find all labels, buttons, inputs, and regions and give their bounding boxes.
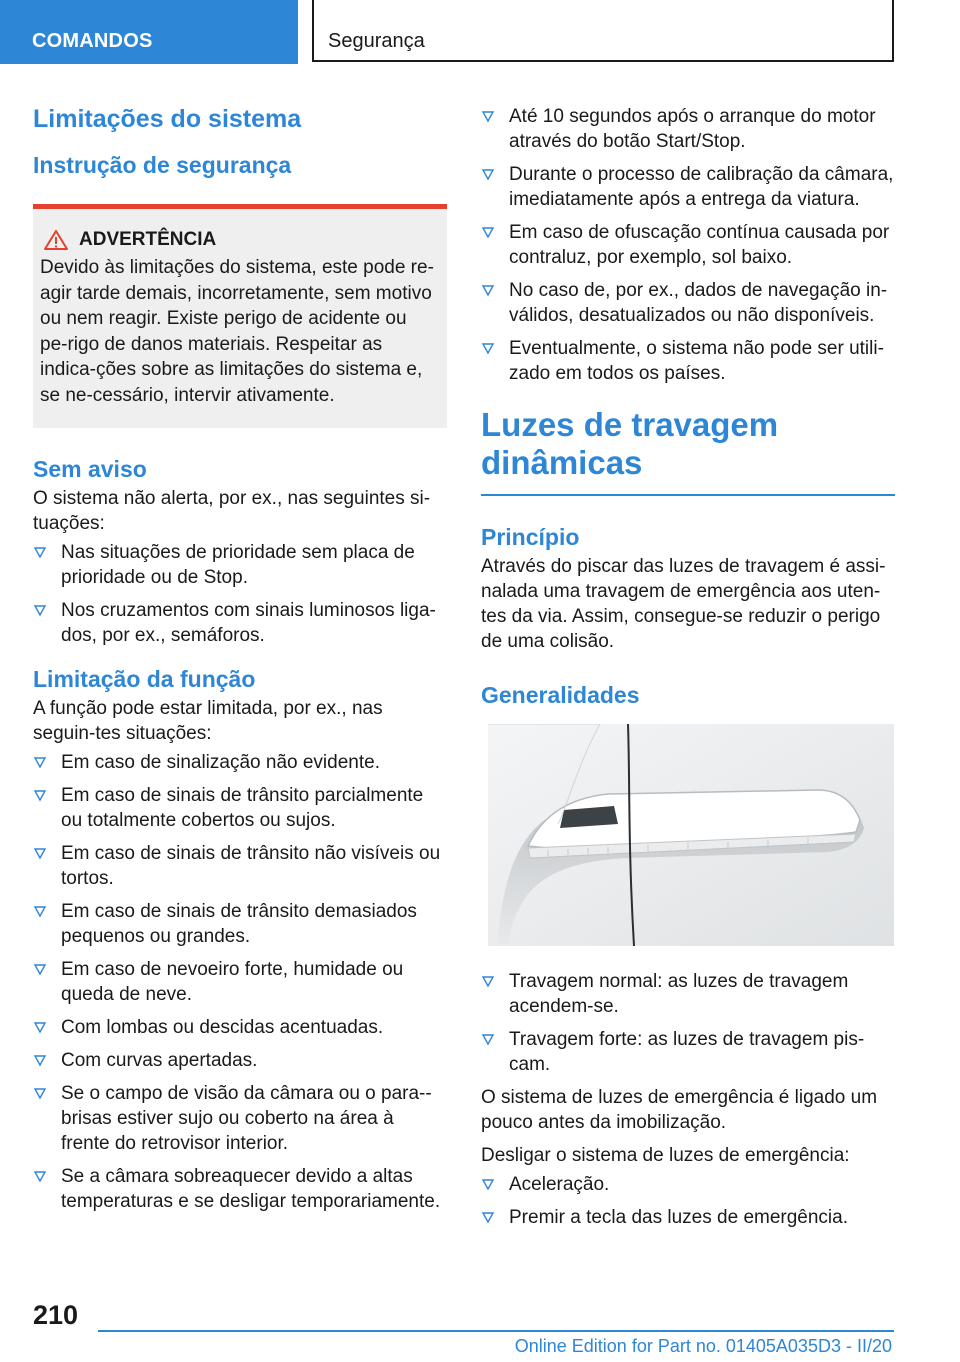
brake-light-image bbox=[488, 724, 894, 946]
list-item: Se o campo de visão da câmara ou o para--brisas estiver sujo ou coberto na área à frente do retrovisor interior. bbox=[33, 1081, 447, 1156]
list-item: Durante o processo de calibração da câmara, imediatamente após a entrega da viatura. bbox=[481, 162, 895, 212]
bullet-triangle-icon bbox=[481, 1175, 495, 1193]
bullet-triangle-icon bbox=[33, 753, 47, 771]
list-item: Nas situações de prioridade sem placa de prioridade ou de Stop. bbox=[33, 540, 447, 590]
bullet-triangle-icon bbox=[33, 601, 47, 619]
bullet-triangle-icon bbox=[481, 281, 495, 299]
bullet-triangle-icon bbox=[33, 844, 47, 862]
list-item: Nos cruzamentos com sinais luminosos liga-dos, por ex., semáforos. bbox=[33, 598, 447, 648]
warning-header bbox=[43, 229, 439, 251]
edition-text: Online Edition for Part no. 01405A035D3 - II/20 bbox=[514, 1336, 892, 1356]
list-item: Em caso de sinalização não evidente. bbox=[33, 750, 447, 775]
warning-label: ADVERTÊNCIA bbox=[79, 229, 217, 250]
section-header bbox=[312, 0, 894, 62]
bullet-triangle-icon bbox=[33, 1051, 47, 1069]
list-item: Se a câmara sobreaquecer devido a altas temperaturas e se desligar temporariamente. bbox=[33, 1164, 447, 1214]
footer-divider bbox=[98, 1330, 894, 1332]
chapter-label: COMANDOS bbox=[32, 30, 153, 52]
general-text-2: Desligar o sistema de luzes de emergência: bbox=[481, 1145, 850, 1166]
warning-text: Devido às limitações do sistema, este pode re-agir tarde demais, incorretamente, sem motivo ou nem reagir. Existe perigo de acidente ou pe-rigo de danos materiais. Respeitar as indica-ções sobre as limitações do sistema e, se ne-cessário, intervir ativamente. bbox=[40, 257, 434, 406]
bullet-triangle-icon bbox=[33, 960, 47, 978]
bullet-triangle-icon bbox=[33, 543, 47, 561]
list-item: Em caso de ofuscação contínua causada por contraluz, por exemplo, sol baixo. bbox=[481, 220, 895, 270]
list-item: Com lombas ou descidas acentuadas. bbox=[33, 1015, 447, 1040]
list-item: Premir a tecla das luzes de emergência. bbox=[481, 1205, 895, 1230]
function-limit-heading: Limitação da função bbox=[33, 666, 256, 692]
no-warning-heading: Sem aviso bbox=[33, 456, 147, 482]
bullet-triangle-icon bbox=[481, 165, 495, 183]
warning-triangle-icon bbox=[43, 229, 69, 251]
list-item: No caso de, por ex., dados de navegação in-válidos, desatualizados ou não disponíveis. bbox=[481, 278, 895, 328]
list-item: Com curvas apertadas. bbox=[33, 1048, 447, 1073]
bullet-triangle-icon bbox=[33, 902, 47, 920]
list-item: Em caso de nevoeiro forte, humidade ou queda de neve. bbox=[33, 957, 447, 1007]
section-subtitle: Instrução de segurança bbox=[33, 152, 292, 178]
no-warning-intro: O sistema não alerta, por ex., nas seguintes si-tuações: bbox=[33, 488, 431, 534]
left-column bbox=[33, 100, 447, 1222]
bullet-triangle-icon bbox=[33, 1167, 47, 1185]
continued-list bbox=[481, 104, 895, 386]
function-limit-intro: A função pode estar limitada, por ex., nas seguin-tes situações: bbox=[33, 698, 383, 744]
list-item: Em caso de sinais de trânsito parcialmente ou totalmente cobertos ou sujos. bbox=[33, 783, 447, 833]
chapter-title: Luzes de travagem dinâmicas bbox=[481, 406, 779, 481]
principle-heading: Princípio bbox=[481, 524, 580, 550]
bullet-triangle-icon bbox=[481, 972, 495, 990]
general-list-2 bbox=[481, 1172, 895, 1230]
bullet-triangle-icon bbox=[481, 1208, 495, 1226]
general-heading: Generalidades bbox=[481, 682, 640, 708]
list-item: Em caso de sinais de trânsito demasiados pequenos ou grandes. bbox=[33, 899, 447, 949]
list-item: Travagem forte: as luzes de travagem pis-cam. bbox=[481, 1027, 895, 1077]
bullet-triangle-icon bbox=[481, 1030, 495, 1048]
list-item: Eventualmente, o sistema não pode ser utili-zado em todos os países. bbox=[481, 336, 895, 386]
bullet-triangle-icon bbox=[481, 223, 495, 241]
principle-text: Através do piscar das luzes de travagem é assi-nalada uma travagem de emergência aos uten-tes da via. Assim, consegue-se reduzir o perigo de uma colisão. bbox=[481, 556, 886, 652]
right-column bbox=[481, 104, 895, 1238]
list-item: Até 10 segundos após o arranque do motor através do botão Start/Stop. bbox=[481, 104, 895, 154]
function-limit-list bbox=[33, 750, 447, 1214]
bullet-triangle-icon bbox=[33, 1084, 47, 1102]
list-item: Aceleração. bbox=[481, 1172, 895, 1197]
general-text-1: O sistema de luzes de emergência é ligado um pouco antes da imobilização. bbox=[481, 1087, 878, 1133]
general-list bbox=[481, 969, 895, 1077]
bullet-triangle-icon bbox=[33, 786, 47, 804]
page-title: Limitações do sistema bbox=[33, 105, 302, 133]
chapter-tab bbox=[0, 0, 298, 64]
bullet-triangle-icon bbox=[481, 107, 495, 125]
page-number: 210 bbox=[33, 1300, 79, 1330]
bullet-triangle-icon bbox=[33, 1018, 47, 1036]
warning-box bbox=[33, 204, 447, 428]
bullet-triangle-icon bbox=[481, 339, 495, 357]
section-label: Segurança bbox=[328, 30, 425, 52]
list-item: Em caso de sinais de trânsito não visíveis ou tortos. bbox=[33, 841, 447, 891]
no-warning-list bbox=[33, 540, 447, 648]
list-item: Travagem normal: as luzes de travagem acendem-se. bbox=[481, 969, 895, 1019]
title-divider bbox=[481, 494, 895, 496]
